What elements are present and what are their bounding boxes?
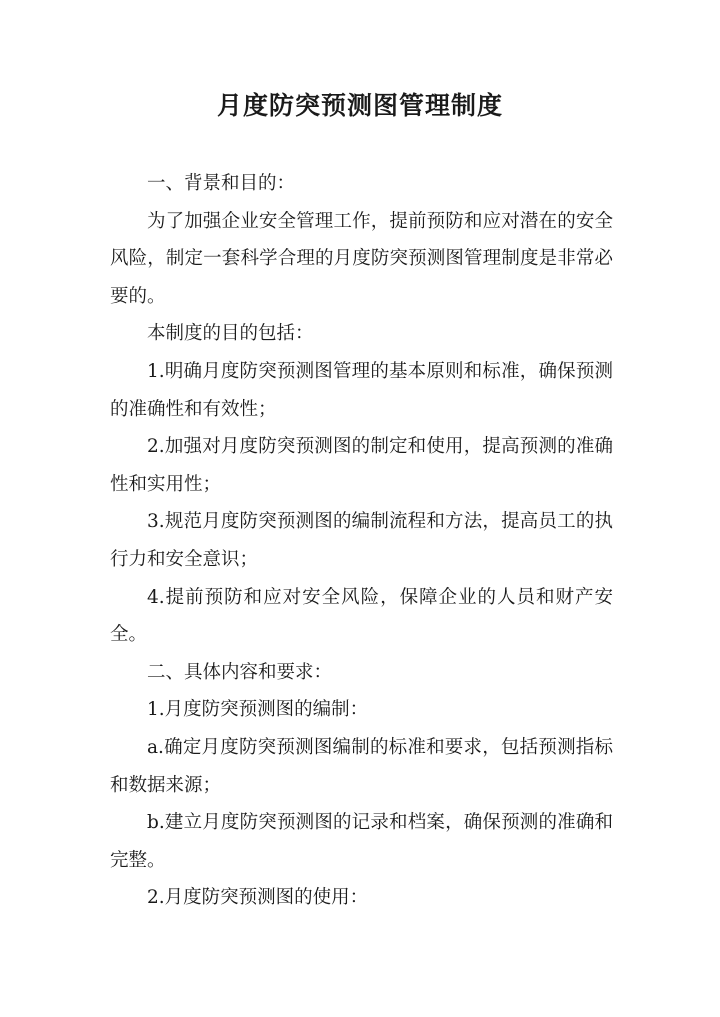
document-body (110, 165, 613, 917)
paragraph-purpose-lead: 本制度的目的包括： (147, 323, 314, 345)
subsection-heading-compilation: 1.月度防突预测图的编制： (147, 699, 369, 721)
paragraph-intro: 为了加强企业安全管理工作，提前预防和应对潜在的安全风险，制定一套科学合理的月度防突预测图管理制度是非常必要的。 (110, 210, 613, 307)
list-item-compilation-a: a.确定月度防突预测图编制的标准和要求，包括预测指标和数据来源； (110, 736, 613, 796)
subsection-heading-usage: 2.月度防突预测图的使用： (147, 887, 369, 909)
list-item-purpose-1: 1.明确月度防突预测图管理的基本原则和标准，确保预测的准确性和有效性； (110, 360, 613, 420)
list-item-purpose-2: 2.加强对月度防突预测图的制定和使用，提高预测的准确性和实用性； (110, 436, 613, 495)
list-item-compilation-b: b.建立月度防突预测图的记录和档案，确保预测的准确和完整。 (110, 812, 613, 871)
section-heading-content: 二、具体内容和要求： (147, 661, 333, 683)
list-item-purpose-4: 4.提前预防和应对安全风险，保障企业的人员和财产安全。 (110, 586, 613, 646)
list-item-purpose-3: 3.规范月度防突预测图的编制流程和方法，提高员工的执行力和安全意识； (110, 511, 613, 570)
section-heading-background: 一、背景和目的： (147, 173, 296, 194)
document-title: 月度防突预测图管理制度 (216, 91, 503, 120)
